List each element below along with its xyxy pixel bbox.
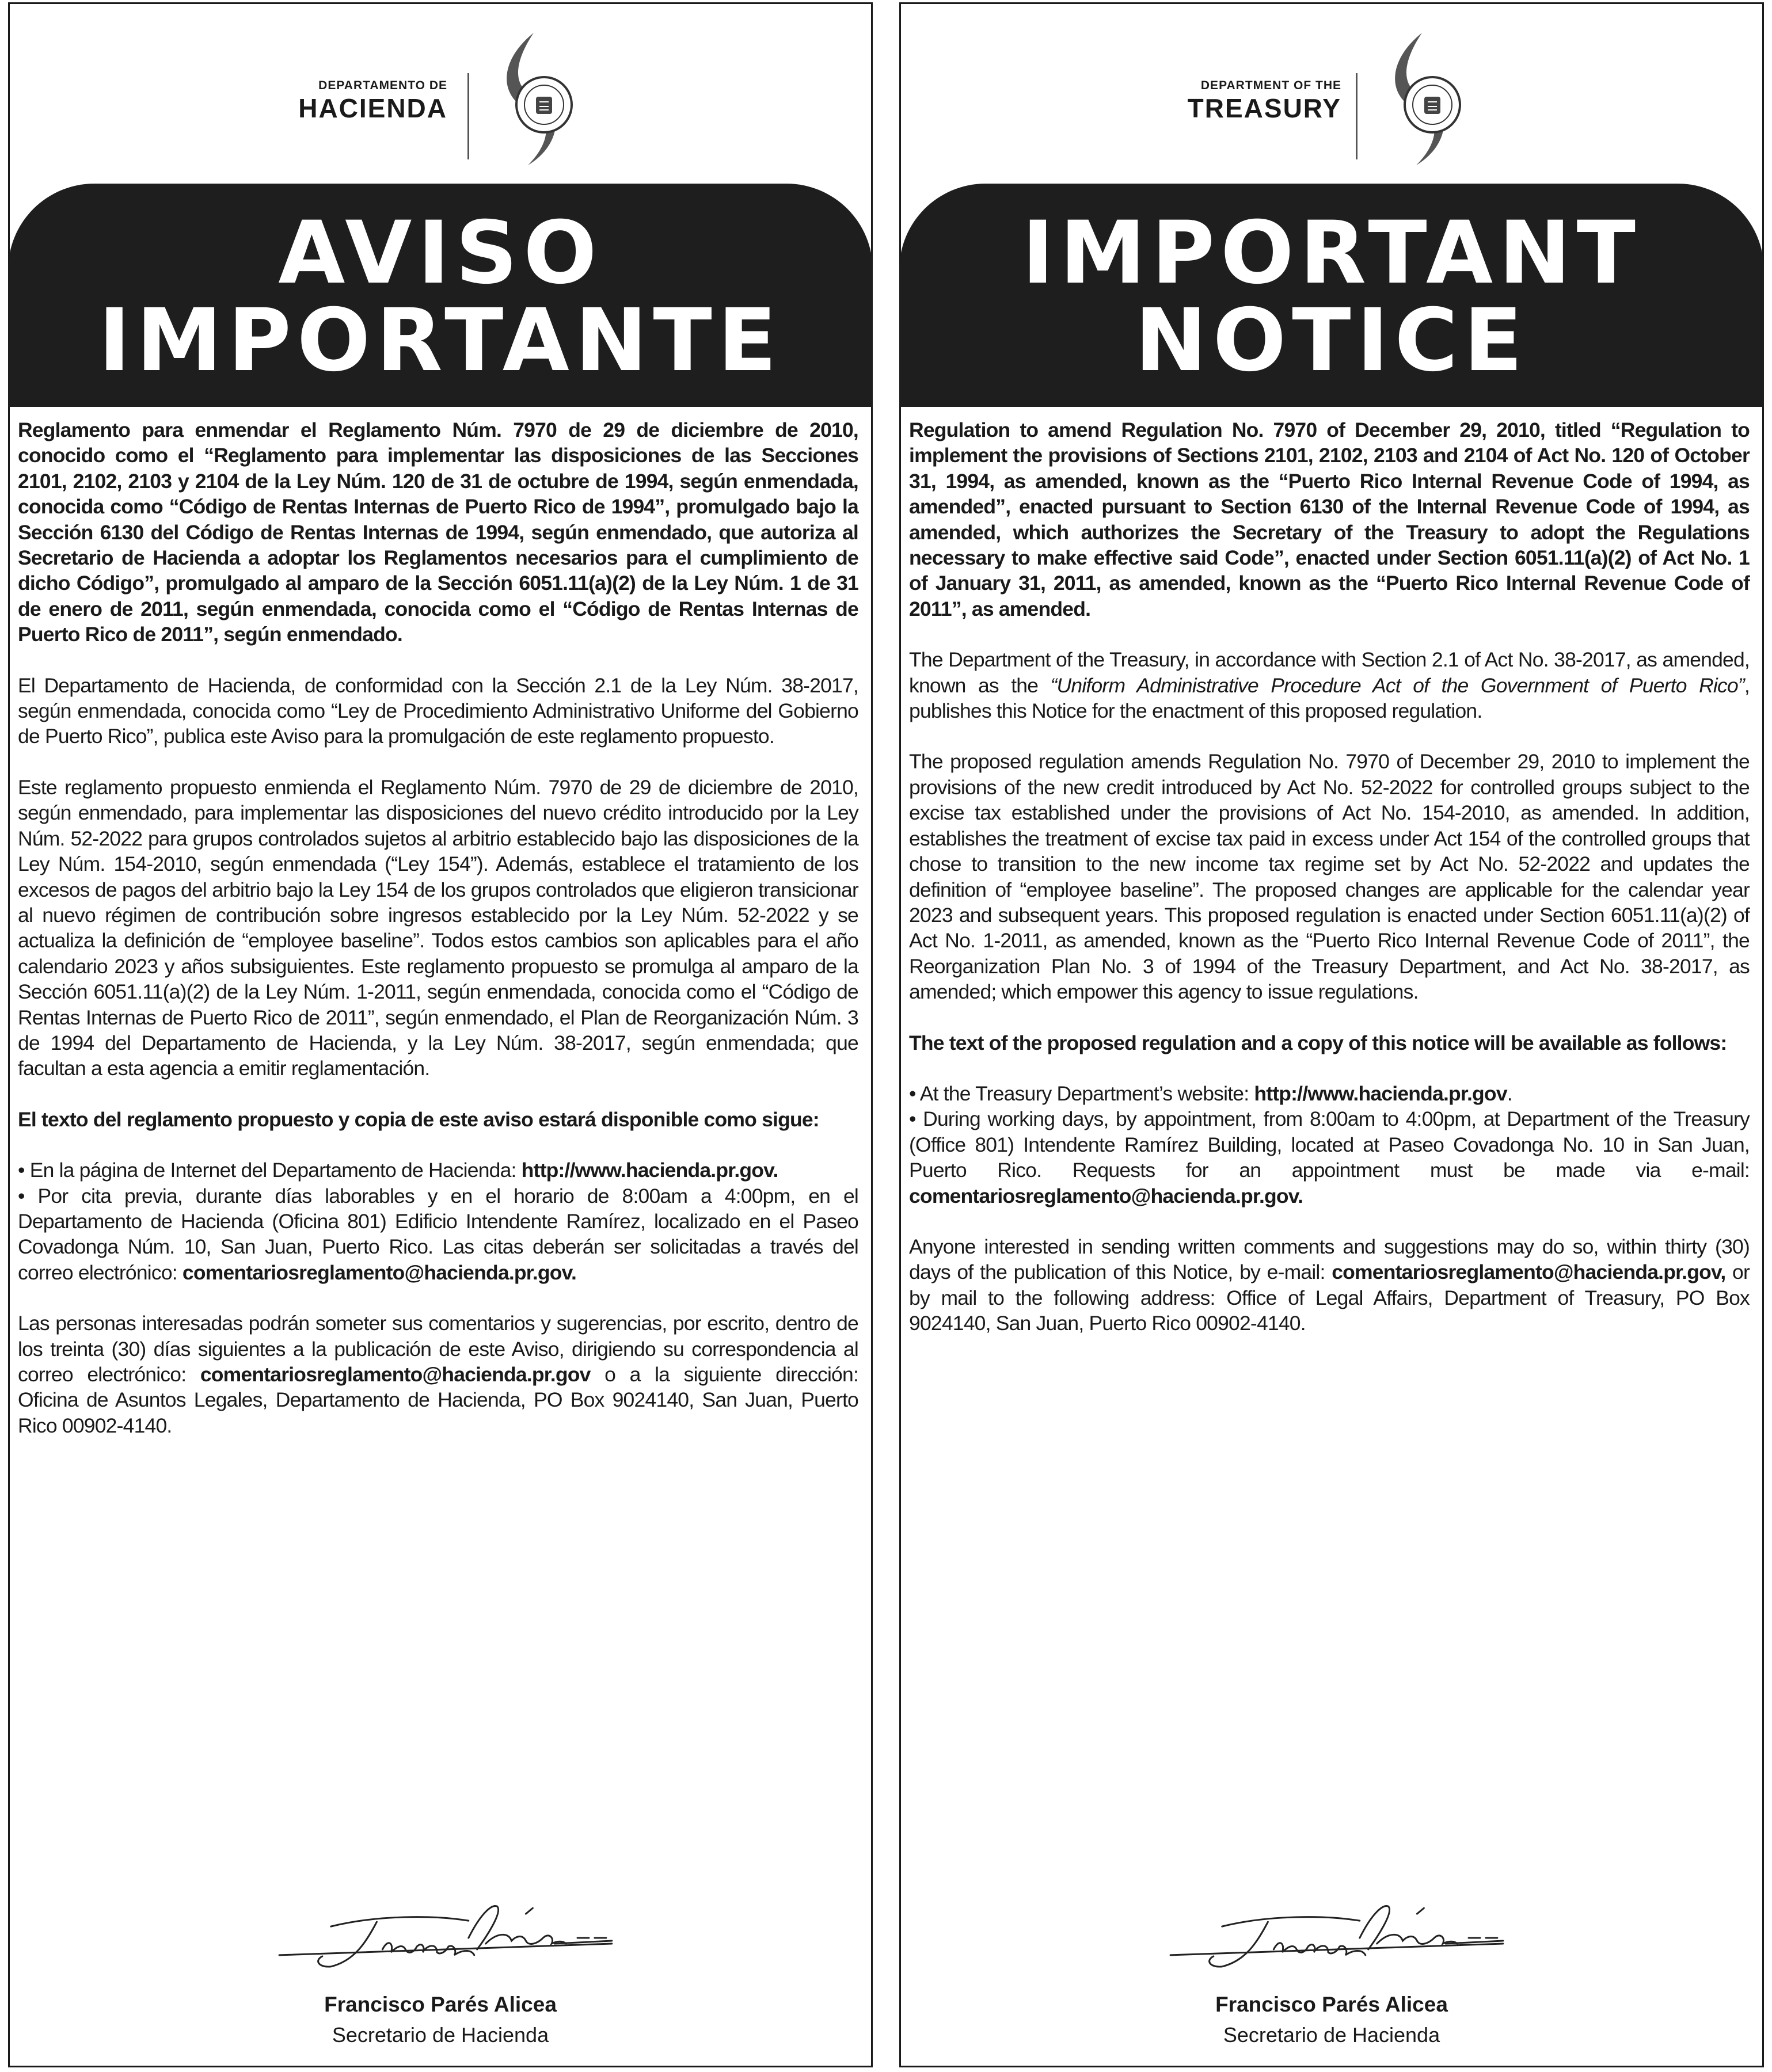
appointment-bullet-text: • During working days, by appointment, from 8:00am to 4:00pm, at Department of the Treasury (Office 801) Intendente Ramírez Building, located at Paseo Covadonga No. 10 in San Juan, Puerto Rico. Requests for an appointment must be made via e-mail: [909, 1107, 1750, 1182]
comments-email: comentariosreglamento@hacienda.pr.gov [200, 1363, 591, 1386]
notice-body [909, 417, 1750, 1362]
appointment-email: comentariosreglamento@hacienda.pr.gov. [909, 1184, 1303, 1208]
signatory-name: Francisco Parés Alicea [1215, 1993, 1448, 2016]
regulation-summary: Regulation to amend Regulation No. 7970 of December 29, 2010, titled “Regulation to implement the provisions of Sections 2101, 2102, 2103 and 2104 of Act No. 120 of October 31, 1994, as amended, known as the “Puerto Rico Internal Revenue Code of 1994, as amended”, enacted pursuant to Section 6130 of the Internal Revenue Code of 1994, as amended, which authorizes the Secretary of the Treasury to adopt the Regulations necessary to make effective said Code”, enacted under Section 6051.11(a)(2) of Act No. 1 of January 31, 2011, as amended, known as the “Puerto Rico Internal Revenue Code of 2011”, as amended. [909, 418, 1750, 620]
logo-department-name: TREASURY [1187, 93, 1341, 123]
notice-body [18, 417, 858, 1464]
banner-title-line-2: NOTICE [1135, 291, 1528, 391]
government-seal-icon [1382, 33, 1462, 165]
website-bullet-text: • En la página de Internet del Departamento de Hacienda: [18, 1159, 522, 1182]
amendment-details-paragraph: The proposed regulation amends Regulation No. 7970 of December 29, 2010 to implement the provisions of the new credit introduced by Act No. 52-2022 for controlled groups subject to the excise tax established under the provisions of Act No. 154-2010, as amended. In addition, establishes the treatment of excise tax paid in excess under Act 154 of the controlled groups that chose to transition to the new income tax regime set by Act No. 52-2022 and updates the definition of “employee baseline”. The proposed changes are applicable for the calendar year 2023 and subsequent years. This proposed regulation is enacted under Section 6051.11(a)(2) of Act No. 1-2011, as amended, known as the “Puerto Rico Internal Revenue Code of 2011”, the Reorganization Plan No. 3 of 1994 of the Treasury Department, and Act No. 38-2017, as amended; which empower this agency to issue regulations. [909, 750, 1750, 1004]
signatory-title: Secretario de Hacienda [1223, 2023, 1440, 2047]
english-notice-panel [899, 2, 1764, 2067]
banner-title-line-2: IMPORTANTE [98, 291, 783, 391]
list-item [909, 1106, 1750, 1209]
logo-divider [1356, 73, 1357, 159]
comments-text-end: o a la siguiente dirección: Oficina de Asuntos Legales, Departamento de Hacienda, PO Box 9024140, San Juan, Puerto Rico 00902-4140. [18, 1363, 859, 1437]
logo-wordmark [252, 79, 447, 124]
publication-paragraph: El Departamento de Hacienda, de conformidad con la Sección 2.1 de la Ley Núm. 38-2017, según enmendada, conocida como “Ley de Procedimiento Administrativo Uniforme del Gobierno de Puerto Rico”, publica este Aviso para la promulgación de este reglamento propuesto. [18, 673, 858, 748]
logo-wordmark [1146, 79, 1341, 124]
comments-text-start: Las personas interesadas podrán someter sus comentarios y sugerencias, por escrito, dentro de los treinta (30) días siguientes a la publicación de este Aviso, dirigiendo su correspondencia al correo electrónico: [18, 1312, 858, 1386]
government-seal-icon [493, 33, 574, 165]
amendment-details-paragraph: Este reglamento propuesto enmienda el Reglamento Núm. 7970 de 29 de diciembre de 2010, según enmendado, para implementar las disposiciones del nuevo crédito introducido por la Ley Núm. 52-2022 para grupos controlados sujetos al arbitrio establecido bajo las disposiciones de la Ley Núm. 154-2010, según enmendada (“Ley 154”). Además, establece el tratamiento de los excesos de pagos del arbitrio bajo la Ley 154 de los grupos controlados que eligieron transicionar al nuevo régimen de contribución sobre ingresos establecido por la Ley Núm. 52-2022 y se actualiza la definición de “employee baseline”. Todos estos cambios son aplicables para el año calendario 2023 y años subsiguientes. Este reglamento propuesto se promulga al amparo de la Sección 6051.11(a)(2) de la Ley Núm. 1-2011, según enmendada, conocida como el “Código de Rentas Internas de Puerto Rico de 2011”, según enmendado, el Plan de Reorganización Núm. 3 de 1994 del Departamento de Hacienda, y la Ley Núm. 38-2017, según enmendada; que facultan a esta agencia a emitir reglamentación. [18, 775, 858, 1080]
comments-email: comentariosreglamento@hacienda.pr.gov, [1332, 1260, 1726, 1284]
signatory-name: Francisco Parés Alicea [324, 1993, 557, 2016]
handwritten-signature [10, 1903, 871, 1984]
appointment-email: comentariosreglamento@hacienda.pr.gov. [182, 1260, 577, 1284]
logo-divider [467, 73, 469, 159]
website-url: http://www.hacienda.pr.gov. [521, 1159, 778, 1182]
publication-text-end: , publishes this Notice for the enactment of this proposed regulation. [909, 673, 1750, 723]
comments-paragraph [909, 1234, 1750, 1336]
comments-paragraph [18, 1311, 858, 1438]
list-item [909, 1081, 1750, 1106]
signatory-title: Secretario de Hacienda [332, 2023, 549, 2047]
hacienda-logo [10, 33, 871, 148]
appointment-bullet-text: • Por cita previa, durante días laborables y en el horario de 8:00am a 4:00pm, en el Departamento de Hacienda (Oficina 801) Edificio Intendente Ramírez, localizado en el Paseo Covadonga Núm. 10, San Juan, Puerto Rico. Las citas deberán ser solicitadas a través del correo electrónico: [18, 1184, 858, 1284]
handwritten-signature [901, 1903, 1762, 1984]
comments-text-start: Anyone interested in sending written comments and suggestions may do so, within thirty (30) days of the publication of this Notice, by e-mail: [909, 1235, 1750, 1284]
logo-department-of: DEPARTAMENTO DE [318, 79, 447, 92]
website-bullet-text: • At the Treasury Department’s website: [909, 1081, 1254, 1105]
treasury-logo [901, 33, 1762, 148]
availability-list [909, 1081, 1750, 1209]
banner-title-line-1: AVISO [278, 203, 603, 303]
availability-heading: The text of the proposed regulation and a copy of this notice will be available as follows: [909, 1031, 1727, 1054]
banner-title-line-1: IMPORTANT [1022, 203, 1641, 303]
website-bullet-end: . [1507, 1081, 1512, 1105]
comments-text-end: or by mail to the following address: Office of Legal Affairs, Department of Treasury, PO Box 9024140, San Juan, Puerto Rico 00902-4140. [909, 1260, 1750, 1335]
availability-list [18, 1157, 858, 1285]
act-title-italic: “Uniform Administrative Procedure Act of the Government of Puerto Rico” [1050, 673, 1744, 697]
availability-heading: El texto del reglamento propuesto y copia de este aviso estará disponible como sigue: [18, 1107, 819, 1131]
list-item [18, 1157, 858, 1183]
notice-title-banner [899, 184, 1764, 407]
spanish-notice-panel [8, 2, 873, 2067]
logo-department-of: DEPARTMENT OF THE [1200, 79, 1341, 92]
regulation-summary: Reglamento para enmendar el Reglamento Núm. 7970 de 29 de diciembre de 2010, conocido como el “Reglamento para implementar las disposiciones de las Secciones 2101, 2102, 2103 y 2104 de la Ley Núm. 120 de 31 de octubre de 1994, según enmendada, conocida como “Código de Rentas Internas de Puerto Rico de 1994”, promulgado bajo la Sección 6130 del Código de Rentas Internas de 1994, según enmendado, que autoriza al Secretario de Hacienda a adoptar los Reglamentos necesarios para el cumplimiento de dicho Código”, promulgado al amparo de la Sección 6051.11(a)(2) de la Ley Núm. 1 de 31 de enero de 2011, según enmendada, conocida como el “Código de Rentas Internas de Puerto Rico de 2011”, según enmendado. [18, 418, 858, 646]
notice-title-banner [8, 184, 873, 407]
logo-department-name: HACIENDA [298, 93, 447, 123]
publication-text-start: The Department of the Treasury, in accordance with Section 2.1 of Act No. 38-2017, as amended, known as the [909, 648, 1750, 697]
website-url: http://www.hacienda.pr.gov [1254, 1081, 1507, 1105]
list-item [18, 1183, 858, 1286]
publication-paragraph [909, 647, 1750, 723]
